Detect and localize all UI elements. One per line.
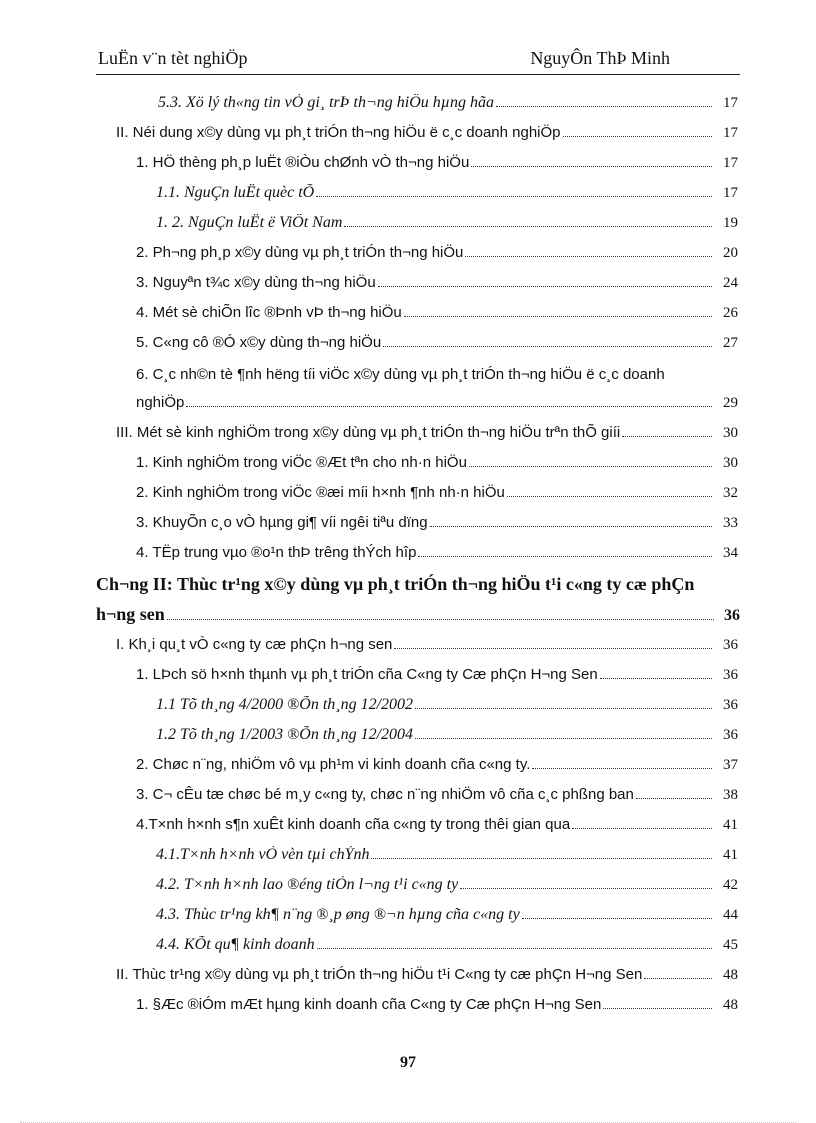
chapter-heading[interactable]	[96, 604, 740, 632]
toc-entry-page: 36	[723, 697, 738, 713]
leader-dots	[600, 678, 712, 679]
page-number: 97	[400, 1054, 416, 1071]
toc-entry-page: 17	[723, 155, 738, 171]
leader-dots	[644, 978, 712, 979]
toc-entry-page: 41	[723, 847, 738, 863]
toc-entry[interactable]	[116, 636, 738, 660]
leader-dots	[371, 858, 712, 859]
toc-entry[interactable]	[156, 696, 738, 720]
leader-dots	[317, 948, 712, 949]
author-name: NguyÔn ThÞ Minh	[530, 48, 670, 68]
toc-entry-title: 3. KhuyÕn c¸o vÒ hµng gi¶ víi ngêi tiªu dïng	[136, 514, 428, 531]
leader-dots	[460, 888, 712, 889]
toc-entry-title: 4. TËp trung vµo ®o¹n thÞ trêng thÝch hîp	[136, 544, 417, 561]
toc-entry-page: 24	[723, 275, 738, 291]
toc-entry-page: 17	[723, 185, 738, 201]
toc-entry-page: 45	[723, 937, 738, 953]
leader-dots	[469, 466, 712, 467]
chapter-heading-continuation: h¬ng sen	[96, 604, 165, 624]
toc-entry-page: 41	[723, 817, 738, 833]
toc-entry-first-line[interactable]: 6. C¸c nh©n tè ¶nh hëng tíi viÖc x©y dùng vµ ph¸t triÓn th¬ng hiÖu ë c¸c doanh	[136, 366, 665, 383]
leader-dots	[522, 918, 712, 919]
toc-entry-title: 1.1 Tõ th¸ng 4/2000 ®Õn th¸ng 12/2002	[156, 696, 414, 713]
toc-entry-continuation: nghiÖp	[136, 394, 185, 411]
toc-entry-title: 1. Kinh nghiÖm trong viÖc ®Æt tªn cho nh·n hiÖu	[136, 454, 467, 471]
leader-dots	[383, 346, 712, 347]
chapter-heading-first-line[interactable]: Ch¬ng II: Thùc tr¹ng x©y dùng vµ ph¸t triÓn th¬ng hiÖu t¹i c«ng ty cæ phÇn	[96, 574, 695, 594]
toc-entry[interactable]	[136, 514, 738, 538]
toc-entry-page: 17	[723, 95, 738, 111]
toc-entry-title: 2. Chøc n¨ng, nhiÖm vô vµ ph¹m vi kinh doanh cña c«ng ty.	[136, 756, 531, 773]
leader-dots	[496, 106, 712, 107]
toc-entry-page: 36	[724, 607, 740, 624]
toc-entry[interactable]	[116, 424, 738, 448]
toc-entry-page: 29	[723, 395, 738, 411]
toc-entry-title: 4.3. Thùc tr¹ng kh¶ n¨ng ®¸p øng ®¬n hµng cña c«ng ty	[156, 906, 520, 923]
toc-entry-title: 4.1.T×nh h×nh vÒ vèn tµi chÝnh	[156, 846, 370, 863]
toc-entry[interactable]	[136, 786, 738, 810]
leader-dots	[563, 136, 712, 137]
toc-entry[interactable]	[156, 876, 738, 900]
leader-dots	[507, 496, 712, 497]
toc-entry-page: 38	[723, 787, 738, 803]
leader-dots	[636, 798, 712, 799]
leader-dots	[186, 406, 712, 407]
toc-entry-title: 3. C¬ cÊu tæ chøc bé m¸y c«ng ty, chøc n¨ng nhiÖm vô cña c¸c phßng ban	[136, 786, 634, 803]
leader-dots	[532, 768, 712, 769]
toc-entry-page: 27	[723, 335, 738, 351]
toc-entry-title: 1. 2. NguÇn luËt ë ViÖt Nam	[156, 214, 343, 231]
leader-dots	[418, 556, 712, 557]
toc-entry-title: II. Néi dung x©y dùng vµ ph¸t triÓn th¬ng hiÖu ë c¸c doanh nghiÖp	[116, 124, 561, 141]
leader-dots	[415, 738, 712, 739]
toc-entry[interactable]	[136, 334, 738, 358]
toc-entry[interactable]	[136, 274, 738, 298]
toc-entry-title: 4.2. T×nh h×nh lao ®éng tiÒn l¬ng t¹i c«ng ty	[156, 876, 459, 893]
toc-entry[interactable]	[136, 154, 738, 178]
leader-dots	[465, 256, 712, 257]
toc-entry-page: 33	[723, 515, 738, 531]
toc-entry[interactable]	[156, 184, 738, 208]
toc-entry[interactable]	[136, 484, 738, 508]
toc-entry[interactable]	[156, 846, 738, 870]
toc-entry[interactable]	[136, 304, 738, 328]
toc-entry-page: 32	[723, 485, 738, 501]
toc-entry[interactable]	[156, 726, 738, 750]
leader-dots	[471, 166, 712, 167]
toc-entry[interactable]	[136, 756, 738, 780]
toc-entry[interactable]	[136, 454, 738, 478]
leader-dots	[394, 648, 712, 649]
toc-entry-page: 36	[723, 727, 738, 743]
toc-entry[interactable]	[156, 936, 738, 960]
toc-entry-page: 36	[723, 667, 738, 683]
toc-entry-page: 48	[723, 967, 738, 983]
leader-dots	[603, 1008, 712, 1009]
toc-entry-title: 4.4. KÕt qu¶ kinh doanh	[156, 936, 315, 953]
toc-entry-page: 17	[723, 125, 738, 141]
toc-entry-title: 2. Kinh nghiÖm trong viÖc ®æi míi h×nh ¶nh nh·n hiÖu	[136, 484, 505, 501]
toc-entry-title: II. Thùc tr¹ng x©y dùng vµ ph¸t triÓn th¬ng hiÖu t¹i C«ng ty cæ phÇn H¬ng Sen	[116, 966, 643, 983]
toc-entry-title: 2. Ph¬ng ph¸p x©y dùng vµ ph¸t triÓn th¬ng hiÖu	[136, 244, 464, 261]
toc-entry-title: 5. C«ng cô ®Ó x©y dùng th¬ng hiÖu	[136, 334, 382, 351]
toc-entry-page: 36	[723, 637, 738, 653]
toc-entry[interactable]	[136, 394, 738, 418]
toc-entry-page: 48	[723, 997, 738, 1013]
toc-entry-page: 30	[723, 455, 738, 471]
leader-dots	[378, 286, 712, 287]
toc-entry-page: 44	[723, 907, 738, 923]
toc-entry[interactable]	[136, 544, 738, 568]
toc-entry-title: 1.2 Tõ th¸ng 1/2003 ®Õn th¸ng 12/2004	[156, 726, 414, 743]
page-header	[96, 46, 740, 75]
toc-entry-page: 30	[723, 425, 738, 441]
toc-entry-title: 5.3. Xö lý th«ng tin vÒ gi¸ trÞ th¬ng hiÖu hµng hãa	[158, 94, 494, 111]
toc-entry-title: 3. Nguyªn t¾c x©y dùng th¬ng hiÖu	[136, 274, 376, 291]
toc-entry-page: 37	[723, 757, 738, 773]
toc-entry[interactable]	[116, 966, 738, 990]
toc-entry-title: 1.1. NguÇn luËt quèc tÕ	[156, 184, 315, 201]
leader-dots	[415, 708, 712, 709]
leader-dots	[404, 316, 712, 317]
toc-entry-page: 26	[723, 305, 738, 321]
toc-entry[interactable]	[156, 214, 738, 238]
toc-entry[interactable]	[156, 906, 738, 930]
toc-entry-title: 4.T×nh h×nh s¶n xuÊt kinh doanh cña c«ng ty trong thêi gian qua	[136, 816, 571, 833]
leader-dots	[167, 619, 714, 620]
toc-entry-title: I. Kh¸i qu¸t vÒ c«ng ty cæ phÇn h¬ng sen	[116, 636, 393, 653]
toc-entry-page: 19	[723, 215, 738, 231]
toc-entry[interactable]	[136, 816, 738, 840]
toc-entry[interactable]	[116, 124, 738, 148]
toc-entry[interactable]	[136, 996, 738, 1020]
toc-entry-title: 4. Mét sè chiÕn lîc ®Þnh vÞ th¬ng hiÖu	[136, 304, 402, 321]
leader-dots	[430, 526, 712, 527]
thesis-title: LuËn v¨n tèt nghiÖp	[98, 48, 248, 68]
toc-entry-page: 20	[723, 245, 738, 261]
leader-dots	[344, 226, 712, 227]
leader-dots	[316, 196, 712, 197]
toc-entry-title: 1. HÖ thèng ph¸p luËt ®iÒu chØnh vÒ th¬ng hiÖu	[136, 154, 470, 171]
leader-dots	[572, 828, 712, 829]
toc-entry-title: 1. LÞch sö h×nh thµnh vµ ph¸t triÓn cña C«ng ty Cæ phÇn H¬ng Sen	[136, 666, 598, 683]
toc-entry-title: III. Mét sè kinh nghiÖm trong x©y dùng vµ ph¸t triÓn th¬ng hiÖu trªn thÕ giíi	[116, 424, 621, 441]
toc-entry[interactable]	[136, 244, 738, 268]
toc-entry[interactable]	[158, 94, 738, 118]
toc-entry-page: 34	[723, 545, 738, 561]
toc-entry-title: 1. §Æc ®iÓm mÆt hµng kinh doanh cña C«ng ty Cæ phÇn H¬ng Sen	[136, 996, 602, 1013]
leader-dots	[622, 436, 712, 437]
toc-entry-page: 42	[723, 877, 738, 893]
toc-entry[interactable]	[136, 666, 738, 690]
